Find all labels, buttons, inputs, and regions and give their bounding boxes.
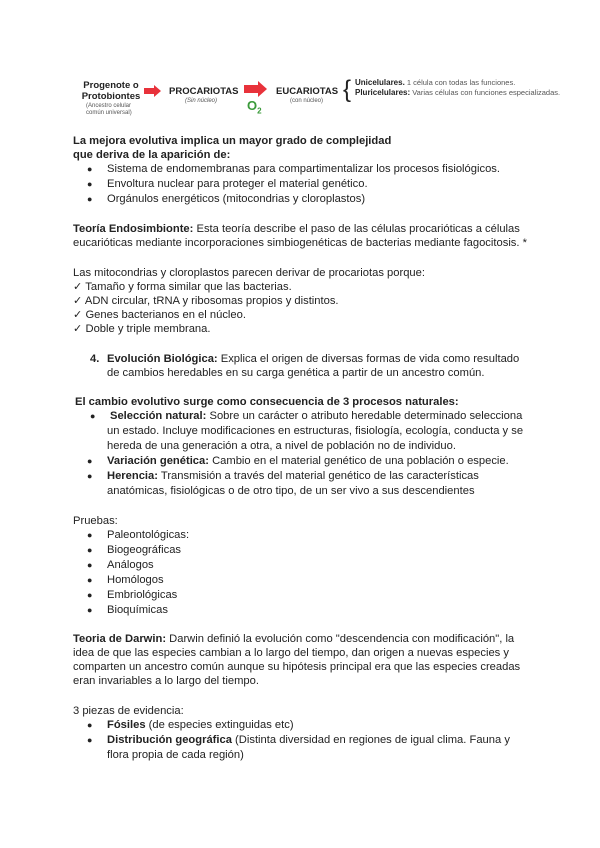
list-item: Paleontológicas: xyxy=(107,529,190,541)
darwin-label: Teoria de Darwin: xyxy=(73,633,167,645)
check-icon: ✓ xyxy=(73,295,83,307)
list-item: Análogos xyxy=(107,559,154,571)
protobiontes-text: Protobiontes xyxy=(81,91,141,102)
list-item: Envoltura nuclear para proteger el material genético. xyxy=(107,178,368,190)
evolucion-line1: Explica el origen de diversas formas de vida como resultado xyxy=(217,353,520,365)
o2-label xyxy=(247,98,262,116)
list-item: Sistema de endomembranas para compartimentalizar los procesos fisiológicos. xyxy=(107,163,500,175)
progenote-sub2: común universal) xyxy=(86,110,132,116)
fosiles-line xyxy=(107,718,294,733)
darwin-line-1 xyxy=(73,632,514,647)
list-item: Biogeográficas xyxy=(107,544,182,556)
list-item: Bioquímicas xyxy=(107,604,168,616)
unicelulares-text: 1 célula con todas las funciones. xyxy=(406,78,516,87)
list-item-text: ADN circular, tRNA y ribosomas propios y distintos. xyxy=(84,295,339,307)
list-item xyxy=(73,294,339,309)
seleccion-line-2: un estado. Incluye modificaciones en estructuras, fisiología, ecología, conducta y se xyxy=(107,425,524,437)
seleccion-line-3: hereda de una generación a otra, a nivel de población no de individuo. xyxy=(107,440,456,452)
brace-icon: { xyxy=(343,76,352,103)
unicelulares-label: Unicelulares. xyxy=(355,78,405,87)
list-item-text: Tamaño y forma similar que las bacterias. xyxy=(85,281,292,293)
list-item xyxy=(73,308,246,323)
bullet-icon: ● xyxy=(87,590,93,600)
endosimbionte-paragraph-1 xyxy=(73,222,520,237)
distribucion-line-2: flora propia de cada región) xyxy=(107,749,244,761)
bullet-icon: ● xyxy=(87,194,93,204)
herencia-line-2: anatómicas, fisiológicas o de otro tipo, de un ser vivo a sus descendientes xyxy=(107,485,475,497)
check-icon: ✓ xyxy=(73,281,83,293)
darwin-line-4: eran invariables a lo largo del tiempo. xyxy=(73,675,259,687)
list-item: Homólogos xyxy=(107,574,164,586)
endosimbionte-line1: Esta teoría describe el paso de las células procarióticas a células xyxy=(193,223,520,235)
evidencia-heading: 3 piezas de evidencia: xyxy=(73,705,184,717)
check-icon: ✓ xyxy=(73,323,83,335)
procesos-heading: El cambio evolutivo surge como consecuencia de 3 procesos naturales: xyxy=(75,396,459,408)
check-icon: ✓ xyxy=(73,309,83,321)
bullet-icon: ● xyxy=(87,456,93,466)
endosimbionte-label: Teoría Endosimbionte: xyxy=(73,223,194,235)
bullet-icon: ● xyxy=(87,471,93,481)
evolucion-paragraph-1 xyxy=(107,352,519,367)
list-item xyxy=(73,280,292,295)
list-item xyxy=(73,322,210,337)
arrow-icon xyxy=(144,85,162,97)
distribucion-label: Distribución geográfica xyxy=(107,734,232,746)
variacion-text: Cambio en el material genético de una población o especie. xyxy=(208,455,509,467)
evolucion-paragraph-2: de cambios heredables en su carga genética a partir de un ancestro común. xyxy=(107,367,485,379)
seleccion-label: Selección natural: xyxy=(110,410,207,422)
pluricelulares-text: Varias células con funciones especializadas. xyxy=(412,88,561,97)
procariotas-sublabel: (Sin núcleo) xyxy=(185,98,218,104)
arrow-icon xyxy=(244,81,268,97)
progenote-text: Progenote o xyxy=(83,80,139,91)
endosimbionte-paragraph-2: eucarióticas mediante incorporaciones simbiogenéticas de bacterias mediante fagocitosis. * xyxy=(73,237,527,249)
distribucion-line-1 xyxy=(107,733,510,748)
procariotas-label: PROCARIOTAS xyxy=(169,86,239,97)
bullet-icon: ● xyxy=(87,575,93,585)
eucariotas-label: EUCARIOTAS xyxy=(276,86,339,97)
variacion-line xyxy=(107,454,509,469)
cell-types xyxy=(355,78,560,98)
bullet-icon: ● xyxy=(87,179,93,189)
variacion-label: Variación genética: xyxy=(107,455,209,467)
bullet-icon: ● xyxy=(87,560,93,570)
o2-text: O xyxy=(247,98,258,113)
darwin-text: Darwin definió la evolución como "descendencia con modificación", la xyxy=(166,633,515,645)
darwin-line-2: idea de que las especies cambian a lo largo del tiempo, dan origen a nuevas especies y xyxy=(73,647,509,659)
seleccion-text: Sobre un carácter o atributo heredable determinado selecciona xyxy=(206,410,523,422)
pluricelulares-row xyxy=(355,88,560,98)
list-item: Orgánulos energéticos (mitocondrias y cloroplastos) xyxy=(107,193,366,205)
pluricelulares-label: Pluricelulares: xyxy=(355,88,411,97)
bullet-icon: ● xyxy=(87,545,93,555)
bullet-icon: ● xyxy=(87,530,93,540)
fosiles-text: (de especies extinguidas etc) xyxy=(145,719,294,731)
bullet-icon: ● xyxy=(87,720,93,730)
herencia-label: Herencia: xyxy=(107,470,158,482)
seleccion-line-1 xyxy=(110,409,522,424)
mitocondrias-intro: Las mitocondrias y cloroplastos parecen derivar de procariotas porque: xyxy=(73,267,425,279)
bullet-icon: ● xyxy=(87,605,93,615)
list-item-text: Doble y triple membrana. xyxy=(85,323,211,335)
mejora-heading-2: que deriva de la aparición de: xyxy=(73,149,231,161)
mejora-heading-1: La mejora evolutiva implica un mayor grado de complejidad xyxy=(73,135,392,147)
darwin-line-3: comparten un ancestro común aunque su hipótesis principal era que las especies creadas xyxy=(73,661,521,673)
evolucion-label: Evolución Biológica: xyxy=(107,353,218,365)
progenote-label xyxy=(80,80,142,102)
herencia-line-1 xyxy=(107,469,479,484)
progenote-sublabel xyxy=(86,103,132,117)
herencia-text: Transmisión a través del material genético de las características xyxy=(158,470,479,482)
bullet-icon: ● xyxy=(87,735,93,745)
bullet-icon: ● xyxy=(90,411,96,421)
progenote-sub1: (Ancestro celular xyxy=(86,103,132,109)
list-item-text: Genes bacterianos en el núcleo. xyxy=(85,309,246,321)
distribucion-text: (Distinta diversidad en regiones de igual clima. Fauna y xyxy=(231,734,510,746)
unicelulares-row xyxy=(355,78,560,88)
fosiles-label: Fósiles xyxy=(107,719,146,731)
list-item: Embriológicas xyxy=(107,589,178,601)
o2-subscript: 2 xyxy=(257,106,262,116)
eucariotas-sublabel: (con núcleo) xyxy=(290,98,324,104)
pruebas-heading: Pruebas: xyxy=(73,515,118,527)
bullet-icon: ● xyxy=(87,164,93,174)
evolucion-number: 4. xyxy=(90,353,100,365)
